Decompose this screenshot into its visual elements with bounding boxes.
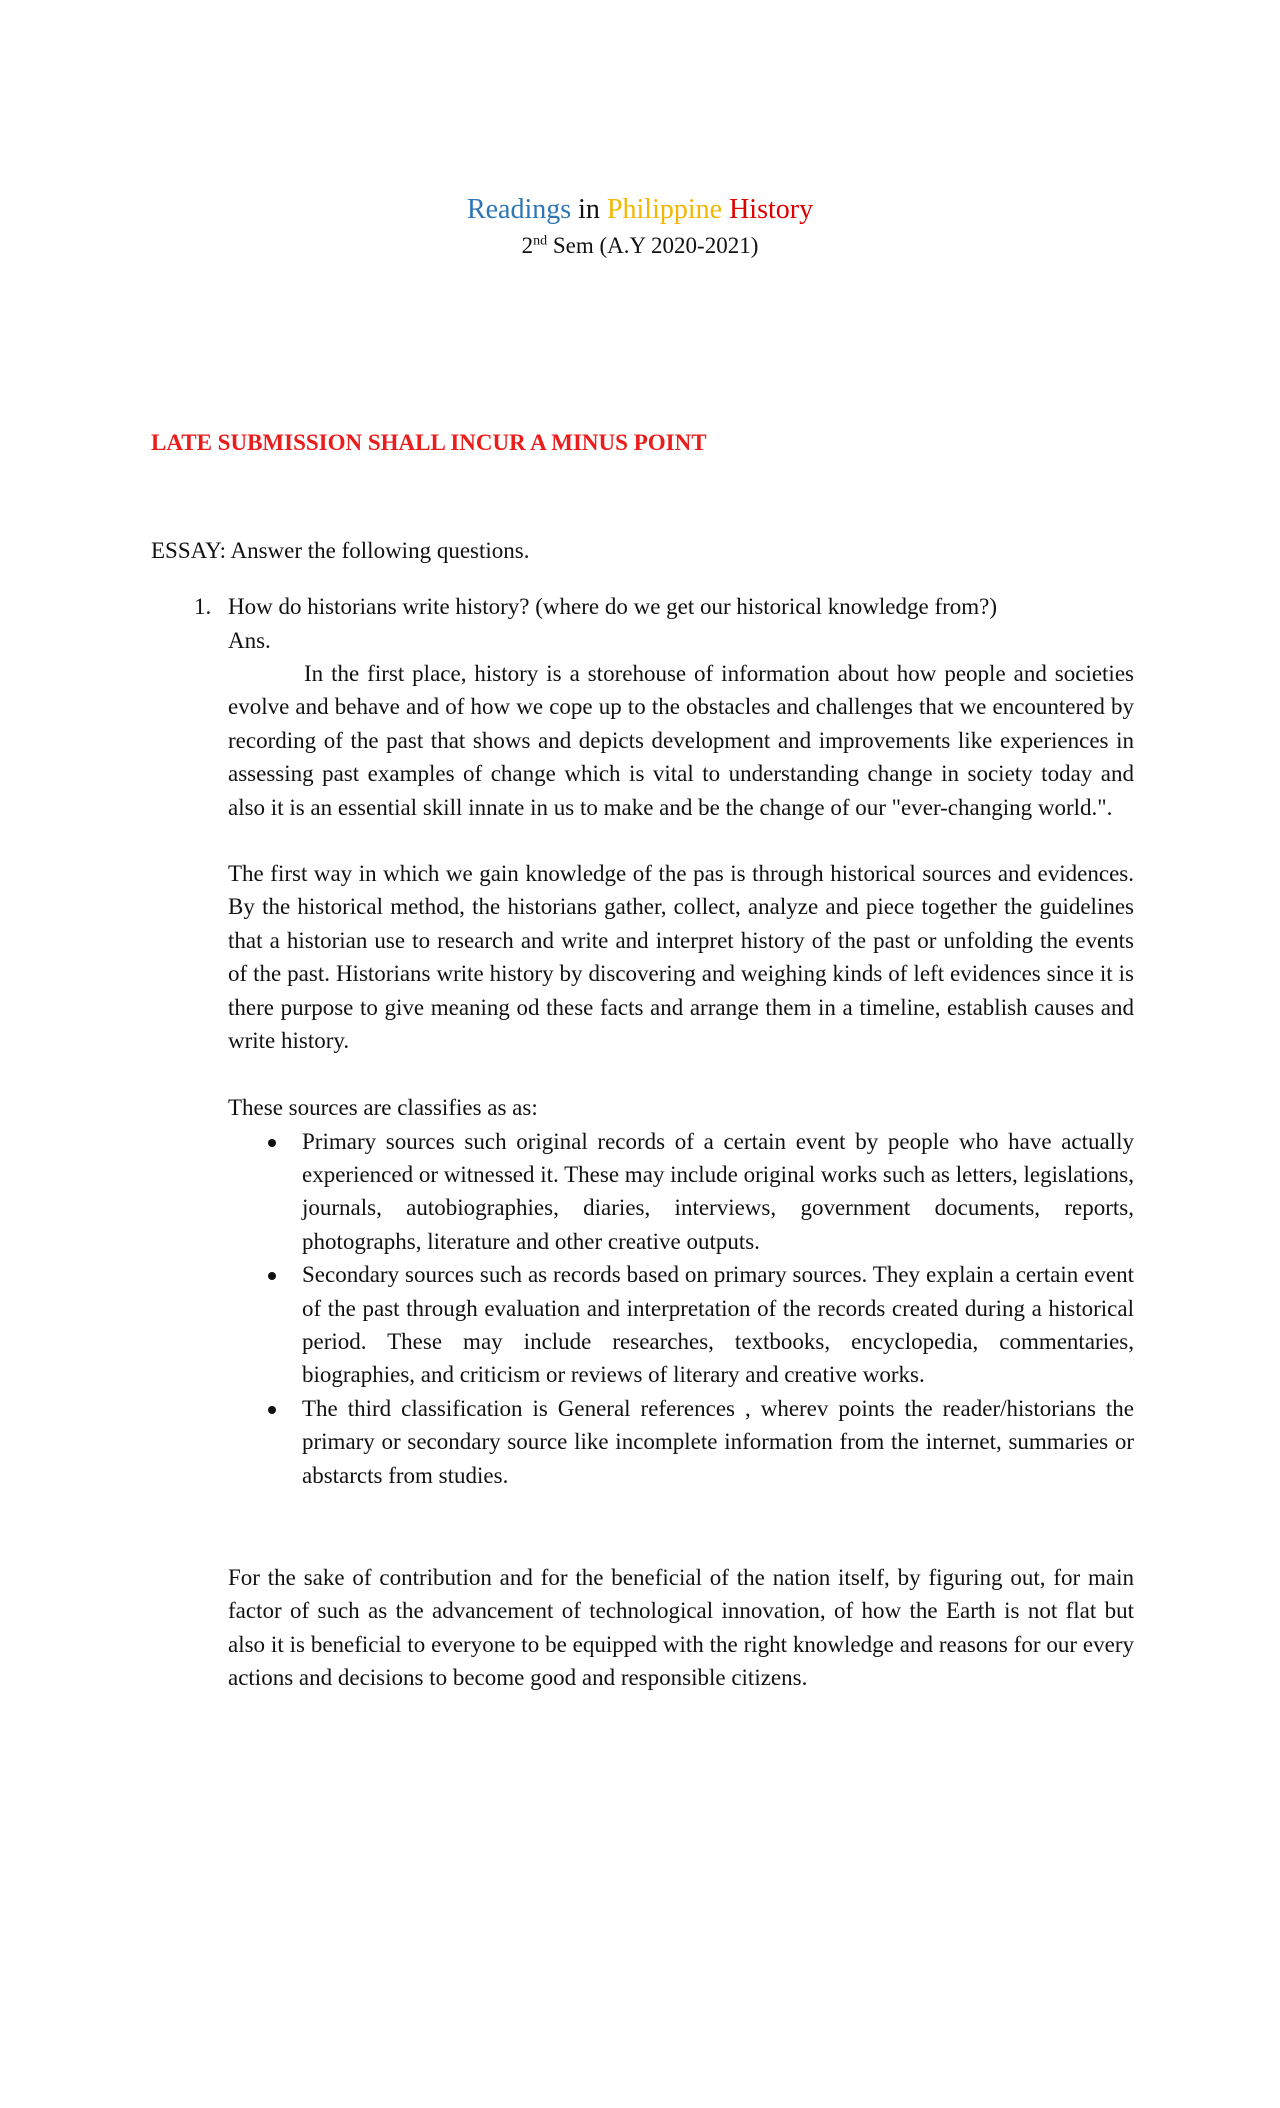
bullet-icon <box>268 1406 276 1414</box>
late-submission-warning: LATE SUBMISSION SHALL INCUR A MINUS POINT <box>151 430 707 455</box>
essay-instruction: ESSAY: Answer the following questions. <box>151 538 530 563</box>
bullet-icon <box>268 1139 276 1147</box>
sources-list <box>264 1125 1134 1492</box>
closing-paragraph: For the sake of contribution and for the beneficial of the nation itself, by figuring out, for main factor of such as the advancement of technological innovation, of how the Earth is not flat but also it is beneficial to everyone to be equipped with the right knowledge and reasons for our every actions and decisions to become good and responsible citizens. <box>228 1565 1134 1691</box>
answer-label: Ans. <box>228 627 271 653</box>
source-primary-text: Primary sources such original records of a certain event by people who have actually experienced or witnessed it. These may include original works such as letters, legislations, journals, autobiographies, diaries, interviews, government documents, reports, photographs, literature and other creative outputs. <box>302 1128 1134 1254</box>
bullet-icon <box>268 1272 276 1280</box>
subtitle-rest: Sem (A.Y 2020-2021) <box>547 233 759 258</box>
answer-paragraph-1: In the first place, history is a storehouse of information about how people and societies evolve and behave and of how we cope up to the obstacles and challenges that we encountered by recording of the past that shows and depicts development and improvements like experiences in assessing past examples of change which is vital to understanding change in society today and also it is an essential skill innate in us to make and be the change of our "ever-changing world.". <box>228 661 1134 820</box>
header <box>0 190 1280 262</box>
title-word-readings: Readings <box>466 194 572 225</box>
list-item <box>264 1258 1134 1392</box>
title-word-philippine: Philippine <box>606 194 723 225</box>
source-general-text: The third classification is General references , wherev points the reader/historians the primary or secondary source like incomplete information from the internet, summaries or abstarcts from studies. <box>302 1395 1134 1488</box>
question-number: 1. <box>194 594 212 619</box>
page-title <box>0 190 1280 230</box>
page-subtitle <box>0 230 1280 262</box>
title-word-in: in <box>578 194 600 225</box>
subtitle-prefix: 2 <box>521 233 534 258</box>
title-word-history: History <box>729 194 814 225</box>
list-item <box>264 1392 1134 1492</box>
source-secondary-text: Secondary sources such as records based on primary sources. They explain a certain event of the past through evaluation and interpretation of the records created during a historical period. These may include researches, textbooks, encyclopedia, commentaries, biographies, and criticism or reviews of literary and creative works. <box>302 1262 1134 1388</box>
list-item <box>264 1125 1134 1259</box>
answer-paragraph-2: The first way in which we gain knowledge of the pas is through historical sources and evidences. By the historical method, the historians gather, collect, analyze and piece together the guidelines that a historian use to research and write and interpret history of the past or unfolding the events of the past. Historians write history by discovering and weighing kinds of left evidences since it is there purpose to give meaning od these facts and arrange them in a timeline, establish causes and write history. <box>228 861 1134 1054</box>
question-text: How do historians write history? (where do we get our historical knowledge from?) <box>228 594 998 619</box>
sources-intro: These sources are classifies as as: <box>228 1095 538 1120</box>
subtitle-superscript: nd <box>533 233 548 249</box>
